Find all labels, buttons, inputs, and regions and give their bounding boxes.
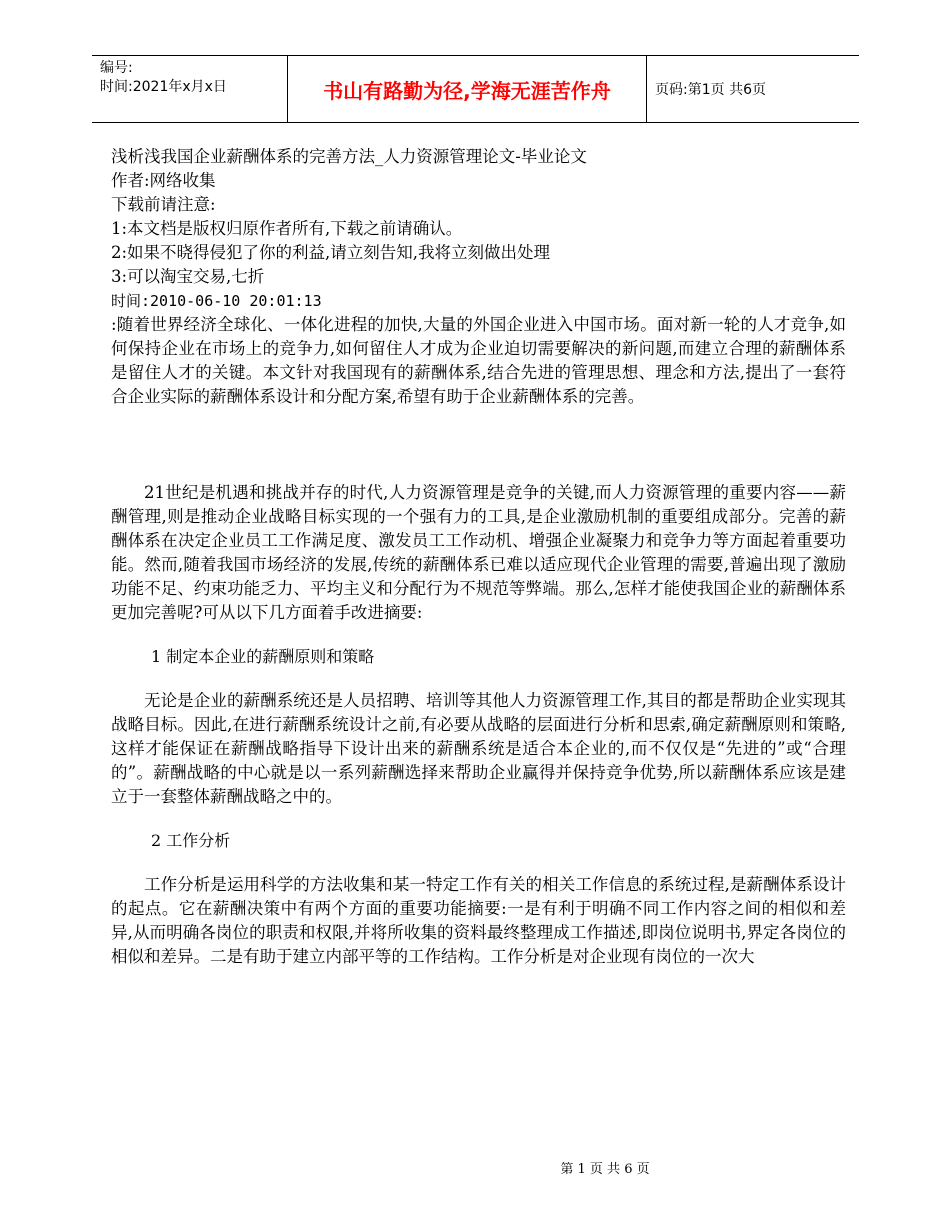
section-heading-1: 1 制定本企业的薪酬原则和策略 bbox=[151, 647, 375, 666]
para-section-2: 工作分析是运用科学的方法收集和某一特定工作有关的相关工作信息的系统过程,是薪酬体系设计的起点。它在薪酬决策中有两个方面的重要功能摘要:一是有利于明确不同工作内容之间的相似和差异,从而明确各岗位的职责和权限,并将所收集的资料最终整理成工作描述,即岗位说明书,界定各岗位的相似和差异。二是有助于建立内部平等的工作结构。工作分析是对企业现有岗位的一次大 bbox=[111, 875, 846, 966]
abstract: :随着世界经济全球化、一体化进程的加快,大量的外国企业进入中国市场。面对新一轮的人才竞争,如何保持企业在市场上的竞争力,如何留住人才成为企业迫切需要解决的新问题,而建立合理的薪酬体系是留住人才的关键。本文针对我国现有的薪酬体系,结合先进的管理思想、理念和方法,提出了一套符合企业实际的薪酬体系设计和分配方案,希望有助于企业薪酬体系的完善。 bbox=[111, 315, 846, 406]
notice-item-1: 1:本文档是版权归原作者所有,下载之前请确认。 bbox=[111, 219, 463, 238]
header-page-info: 页码:第1页 共6页 bbox=[655, 82, 766, 98]
notice-item-3: 3:可以淘宝交易,七折 bbox=[111, 267, 265, 286]
footer-page-number: 第 1 页 共 6 页 bbox=[560, 1162, 650, 1177]
page-footer bbox=[0, 1158, 950, 1177]
document-body bbox=[111, 145, 846, 969]
header-table bbox=[92, 55, 859, 123]
header-motto: 书山有路勤为径,学海无涯苦作舟 bbox=[287, 56, 647, 122]
notice-item-2: 2:如果不晓得侵犯了你的利益,请立刻告知,我将立刻做出处理 bbox=[111, 243, 551, 262]
number-label: 编号: bbox=[100, 60, 133, 76]
para-intro: 21世纪是机遇和挑战并存的时代,人力资源管理是竞争的关键,而人力资源管理的重要内容——薪酬管理,则是推动企业战略目标实现的一个强有力的工具,是企业激励机制的重要组成部分。完善的薪酬体系在决定企业员工工作满足度、激发员工工作动机、增强企业凝聚力和竞争力等方面起着重要功能。然而,随着我国市场经济的发展,传统的薪酬体系已难以适应现代企业管理的需要,普遍出现了激励功能不足、约束功能乏力、平均主义和分配行为不规范等弊端。那么,怎样才能使我国企业的薪酬体系更加完善呢?可从以下几方面着手改进摘要: bbox=[111, 483, 846, 622]
section-heading-2: 2 工作分析 bbox=[151, 831, 231, 850]
time-label: 时间:2021年x月x日 bbox=[100, 79, 227, 95]
notice-title: 下载前请注意: bbox=[111, 195, 216, 214]
doc-author: 作者:网络收集 bbox=[111, 171, 216, 190]
doc-time: 时间:2010-06-10 20:01:13 bbox=[111, 292, 322, 310]
header-left-cell bbox=[92, 56, 287, 122]
para-section-1: 无论是企业的薪酬系统还是人员招聘、培训等其他人力资源管理工作,其目的都是帮助企业实现其战略目标。因此,在进行薪酬系统设计之前,有必要从战略的层面进行分析和思索,确定薪酬原则和策略,这样才能保证在薪酬战略指导下设计出来的薪酬系统是适合本企业的,而不仅仅是“先进的”或“合理的”。薪酬战略的中心就是以一系列薪酬选择来帮助企业赢得并保持竞争优势,所以薪酬体系应该是建立于一套整体薪酬战略之中的。 bbox=[111, 691, 846, 806]
doc-title: 浅析浅我国企业薪酬体系的完善方法_人力资源管理论文-毕业论文 bbox=[111, 147, 587, 166]
